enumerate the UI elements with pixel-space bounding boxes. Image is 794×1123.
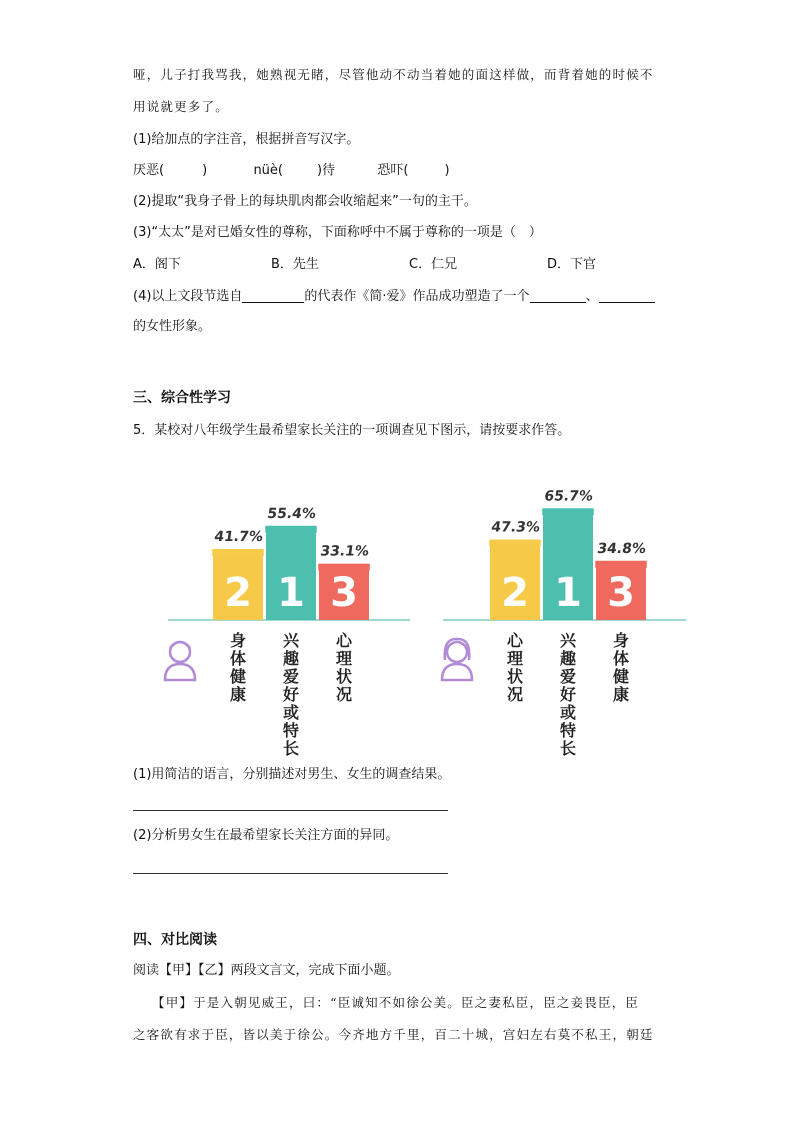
boy-icon-hair xyxy=(170,642,190,648)
passage-line-1: 哑，儿子打我骂我，她熟视无睹，尽管他动不动当着她的面这样做，而背着她的时候不 xyxy=(133,67,654,82)
boy-category-label-2: 长 xyxy=(282,739,300,758)
boy-category-label-1: 身 xyxy=(229,631,247,650)
boy-category-label-3: 状 xyxy=(335,667,353,686)
trait-blank-1[interactable] xyxy=(530,288,586,303)
girl-value-label-3: 34.8% xyxy=(596,540,647,557)
option-a: A．阁下 xyxy=(133,257,181,272)
boy-bar-cap-1 xyxy=(212,549,264,556)
girl-category-label-2: 或 xyxy=(559,703,577,722)
girl-bar-cap-2 xyxy=(542,508,594,515)
girl-rank-3: 3 xyxy=(607,570,635,616)
q4-sub3: (3)“太太”是对已婚女性的尊称，下面称呼中不属于尊称的一项是（ ） xyxy=(133,225,542,240)
q4-sub4: (4)以上文段节选自 的代表作《简·爱》作品成功塑造了一个 、 xyxy=(133,288,655,306)
boy-category-label-2: 爱 xyxy=(282,667,300,686)
boy-category-label-2: 或 xyxy=(282,703,300,722)
q5-sub2: (2)分析男女生在最希望家长关注方面的异同。 xyxy=(133,828,399,843)
q4-sub2: (2)提取“我身子骨上的每块肌肉都会收缩起来”一句的主干。 xyxy=(133,194,477,209)
girl-category-label-3: 身 xyxy=(612,631,630,650)
boy-rank-1: 2 xyxy=(224,570,252,616)
q4-sub4-end: 的女性形象。 xyxy=(133,319,212,334)
girl-category-label-3: 康 xyxy=(612,685,630,704)
passage-line-2: 用说就更多了。 xyxy=(133,99,229,114)
girl-category-label-1: 心 xyxy=(506,631,524,650)
girl-rank-1: 2 xyxy=(501,570,529,616)
girl-category-label-2: 好 xyxy=(559,685,577,704)
jia-line-2: 之客欲有求于臣，皆以美于徐公。今齐地方千里，百二十城，宫妇左右莫不私王，朝廷 xyxy=(133,1027,654,1042)
option-b: B．先生 xyxy=(271,257,319,272)
q4-options xyxy=(133,256,685,274)
boy-value-label-2: 55.4% xyxy=(266,505,317,522)
pinyin-word-2: nüè( xyxy=(253,163,283,178)
girl-category-label-2: 趣 xyxy=(559,649,577,668)
option-c: C．仁兄 xyxy=(409,257,458,272)
boy-category-label-1: 康 xyxy=(229,685,247,704)
girl-category-label-1: 状 xyxy=(506,667,524,686)
girl-category-label-1: 况 xyxy=(506,685,524,704)
girl-icon-body xyxy=(442,664,472,680)
q4-pinyin-row: 厌恶( ) nüè( )待 恐吓( ) xyxy=(133,163,450,178)
q5-prompt: 5．某校对八年级学生最希望家长关注的一项调查见下图示，请按要求作答。 xyxy=(133,423,571,438)
girl-category-label-2: 特 xyxy=(559,721,577,740)
q5-sub1: (1)用简洁的语言，分别描述对男生、女生的调查结果。 xyxy=(133,767,451,782)
boy-rank-3: 3 xyxy=(330,570,358,616)
pinyin-word-3: 恐吓( xyxy=(377,163,409,178)
section4-intro: 阅读【甲】【乙】两段文言文，完成下面小题。 xyxy=(133,963,400,978)
answer-line-1[interactable] xyxy=(133,810,448,811)
boy-category-label-2: 特 xyxy=(282,721,300,740)
girl-category-label-2: 爱 xyxy=(559,667,577,686)
trait-blank-2[interactable] xyxy=(599,288,655,303)
boy-value-label-3: 33.1% xyxy=(319,543,370,560)
boy-category-label-1: 健 xyxy=(229,667,247,686)
girl-icon-head xyxy=(447,642,467,662)
boy-value-label-1: 41.7% xyxy=(213,529,264,546)
survey-chart xyxy=(0,448,794,758)
boy-category-label-3: 心 xyxy=(335,631,353,650)
jia-line-1: 【甲】于是入朝见威王，曰：“臣诚知不如徐公美。臣之妻私臣，臣之妾畏臣，臣 xyxy=(152,995,640,1010)
pinyin-word-1: 厌恶( xyxy=(133,163,165,178)
section3-heading: 三、综合性学习 xyxy=(133,390,231,406)
q4-sub1: (1)给加点的字注音，根据拼音写汉字。 xyxy=(133,132,360,147)
girl-bar-cap-1 xyxy=(489,540,541,547)
girl-category-label-2: 长 xyxy=(559,739,577,758)
boy-bar-cap-2 xyxy=(265,526,317,533)
section4-heading: 四、对比阅读 xyxy=(133,932,217,948)
girl-category-label-3: 健 xyxy=(612,667,630,686)
boy-category-label-1: 体 xyxy=(229,649,247,668)
girl-category-label-1: 理 xyxy=(506,649,524,668)
boy-category-label-3: 理 xyxy=(335,649,353,668)
boy-category-label-2: 兴 xyxy=(282,631,300,650)
boy-category-label-3: 况 xyxy=(335,685,353,704)
boy-rank-2: 1 xyxy=(277,570,305,616)
author-blank[interactable] xyxy=(242,288,304,303)
girl-rank-2: 1 xyxy=(554,570,582,616)
boy-category-label-2: 好 xyxy=(282,685,300,704)
option-d: D．下官 xyxy=(547,257,597,272)
girl-value-label-1: 47.3% xyxy=(490,519,541,536)
girl-bar-cap-3 xyxy=(595,561,647,568)
boy-category-label-2: 趣 xyxy=(282,649,300,668)
girl-category-label-3: 体 xyxy=(612,649,630,668)
answer-line-2[interactable] xyxy=(133,873,448,874)
girl-category-label-2: 兴 xyxy=(559,631,577,650)
boy-icon-body xyxy=(165,664,195,680)
girl-value-label-2: 65.7% xyxy=(543,488,594,505)
